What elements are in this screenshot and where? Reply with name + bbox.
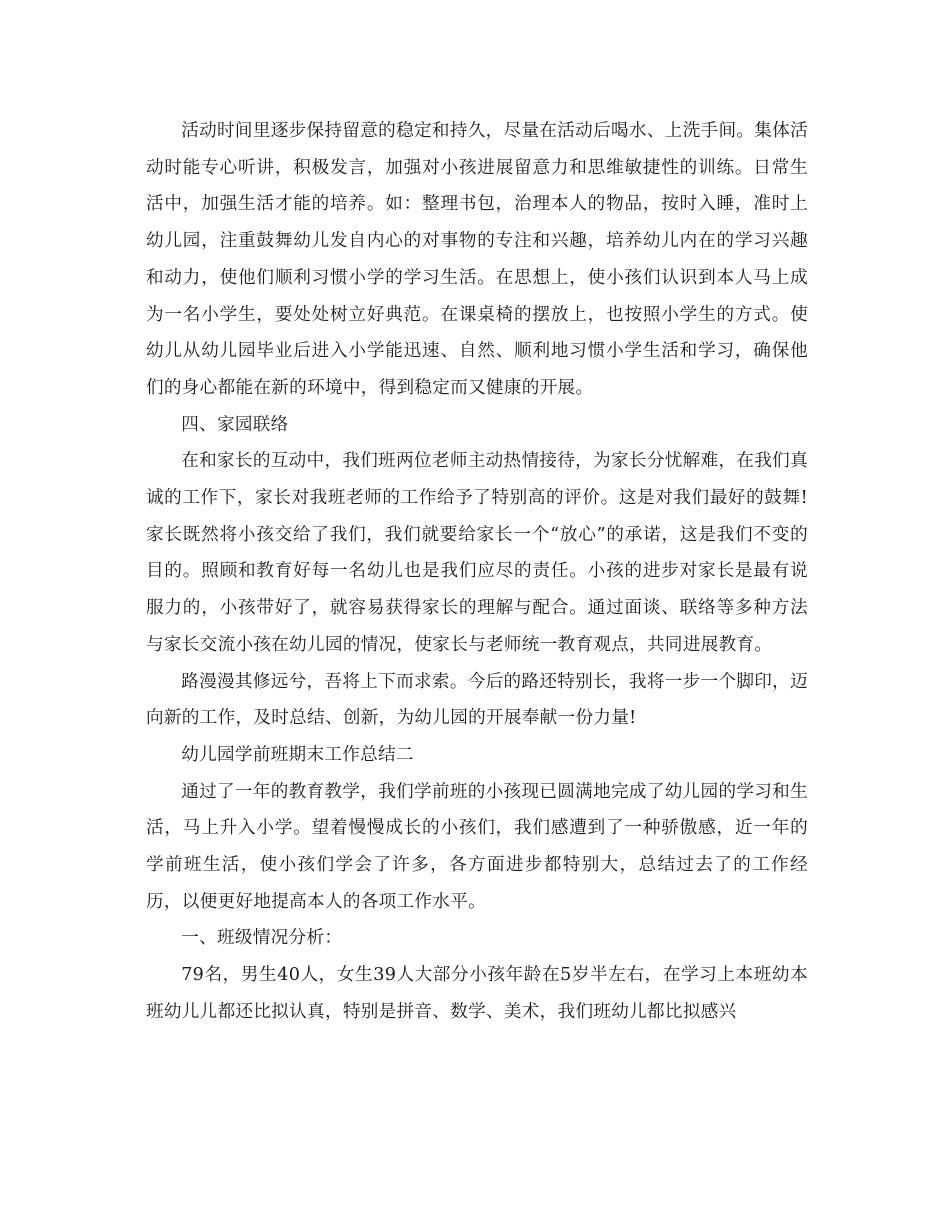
- heading-home-school-contact: 四、家园联络: [181, 414, 289, 435]
- heading-summary-two: 幼儿园学前班期末工作总结二: [181, 744, 414, 765]
- paragraph-long-road: 路漫漫其修远兮，吾将上下而求索。今后的路还特别长，我将一步一个脚印，迈向新的工作，及时总结、创新，为幼儿园的开展奉献一份力量!: [146, 671, 808, 729]
- paragraph-activity-time: 活动时间里逐步保持留意的稳定和持久，尽量在活动后喝水、上洗手间。集体活动时能专心听讲，积极发言，加强对小孩进展留意力和思维敏捷性的训练。日常生活中，加强生活才能的培养。如：整理书包，治理本人的物品，按时入睡，准时上幼儿园，注重鼓舞幼儿发自内心的对事物的专注和兴趣，培养幼儿内在的学习兴趣和动力，使他们顺利习惯小学的学习生活。在思想上，使小孩们认识到本人马上成为一名小学生，要处处树立好典范。在课桌椅的摆放上，也按照小学生的方式。使幼儿从幼儿园毕业后进入小学能迅速、自然、顺利地习惯小学生活和学习，确保他们的身心都能在新的环境中，得到稳定而又健康的开展。: [146, 121, 808, 398]
- paragraph-year-review: 通过了一年的教育教学，我们学前班的小孩现已圆满地完成了幼儿园的学习和生活，马上升入小学。望着慢慢成长的小孩们，我们感遭到了一种骄傲感，近一年的学前班生活，使小孩们学会了许多，各方面进步都特别大，总结过去了的工作经历，以便更好地提高本人的各项工作水平。: [146, 781, 808, 912]
- paragraph-parent-interaction: 在和家长的互动中，我们班两位老师主动热情接待，为家长分忧解难，在我们真诚的工作下，家长对我班老师的工作给予了特别高的评价。这是对我们最好的鼓舞!家长既然将小孩交给了我们，我们就要给家长一个“放心”的承诺，这是我们不变的目的。照顾和教育好每一名幼儿也是我们应尽的责任。小孩的进步对家长是最有说服力的，小孩带好了，就容易获得家长的理解与配合。通过面谈、联络等多种方法与家长交流小孩在幼儿园的情况，使家长与老师统一教育观点，共同进展教育。: [146, 451, 808, 655]
- heading-class-analysis: 一、班级情况分析：: [181, 928, 343, 949]
- paragraph-class-stats: 79名，男生40人，女生39人大部分小孩年龄在5岁半左右，在学习上本班幼本班幼儿儿都还比拟认真，特别是拼音、数学、美术，我们班幼儿都比拟感兴: [146, 965, 808, 1022]
- document-page: [146, 113, 808, 1031]
